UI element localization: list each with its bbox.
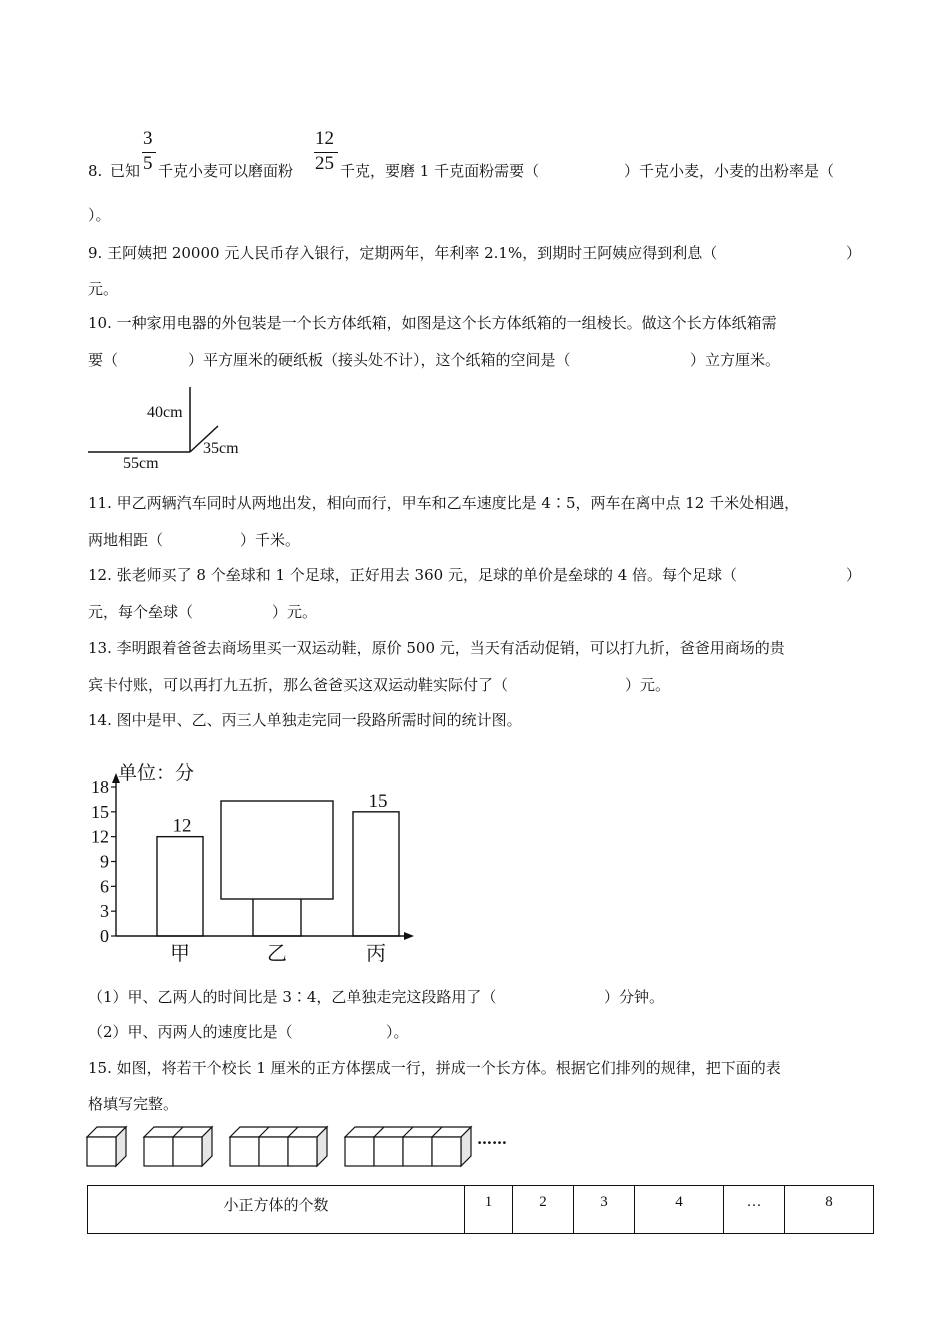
table-cell: 1 (465, 1186, 513, 1234)
cube-front-face (432, 1137, 461, 1166)
cube-front-face (403, 1137, 432, 1166)
q9-close-paren: ） (846, 244, 862, 262)
cube-front-face (288, 1137, 317, 1166)
obscuring-box (221, 801, 333, 899)
q14-bar-chart (80, 755, 425, 970)
y-tick-label: 0 (100, 926, 109, 946)
table-cell: 4 (635, 1186, 724, 1234)
y-tick-label: 9 (100, 851, 109, 872)
q8-text-mid2: 千克，要磨 1 千克面粉需要（ (340, 162, 540, 180)
cube-front-face (144, 1137, 173, 1166)
cube-front-face (173, 1137, 202, 1166)
table-cell: 3 (574, 1186, 635, 1234)
q14-sub1b: ）分钟。 (604, 988, 665, 1006)
q8-number: 8. (88, 162, 103, 180)
x-category-label: 丙 (366, 943, 386, 965)
y-tick-label: 18 (91, 777, 109, 797)
q15-line2: 格填写完整。 (88, 1095, 179, 1113)
q10-line2a: 要（ (88, 351, 119, 369)
cube-front-face (230, 1137, 259, 1166)
q9-line1: 9. 王阿姨把 20000 元人民币存入银行，定期两年，年利率 2.1%，到期时王阿姨应得到利息（ (88, 244, 718, 262)
q8-text-mid3: ）千克小麦，小麦的出粉率是（ (624, 162, 835, 180)
q8-frac1-denominator: 5 (143, 153, 153, 174)
y-tick-label: 6 (100, 876, 109, 897)
q14-sub1a: （1）甲、乙两人的时间比是 3∶4，乙单独走完这段路用了（ (88, 988, 497, 1006)
q13-line2a: 宾卡付账，可以再打九五折，那么爸爸买这双运动鞋实际付了（ (88, 676, 509, 694)
q10-line1: 10. 一种家用电器的外包装是一个长方体纸箱，如图是这个长方体纸箱的一组棱长。做这个长方体纸箱需 (88, 314, 777, 332)
table-header-cell: 小正方体的个数 (88, 1186, 465, 1234)
q10-line2b: ）平方厘米的硬纸板（接头处不计），这个纸箱的空间是（ (188, 351, 571, 369)
table-cell: … (724, 1186, 785, 1234)
q13-line2b: ）元。 (625, 676, 671, 694)
y-tick-label: 3 (100, 901, 109, 922)
q15-ellipsis: …… (477, 1130, 507, 1148)
q8-text-pre: 已知 (110, 162, 141, 180)
q14-sub2b: ）。 (386, 1023, 409, 1041)
q15-cube-rows-figure (85, 1125, 505, 1170)
x-category-label: 甲 (170, 943, 190, 965)
q12-line2a: 元，每个垒球（ (88, 603, 194, 621)
q14-sub2a: （2）甲、丙两人的速度比是（ (88, 1023, 293, 1041)
table-cell: 8 (785, 1186, 874, 1234)
q11-line2b: ）千米。 (240, 531, 301, 549)
q8-frac1-numerator: 3 (143, 128, 153, 149)
q8-frac2-numerator: 12 (315, 128, 334, 149)
bar-data-label: 12 (172, 815, 192, 837)
q10-height-label: 40cm (147, 404, 183, 421)
q15-table (87, 1185, 874, 1234)
cube-front-face (87, 1137, 116, 1166)
chart-title: 单位：分 (118, 763, 195, 784)
q9-line2: 元。 (88, 280, 119, 298)
q8-frac2-denominator: 25 (315, 153, 334, 174)
cube-front-face (374, 1137, 403, 1166)
y-tick-label: 12 (91, 826, 109, 847)
q13-line1: 13. 李明跟着爸爸去商场里买一双运动鞋，原价 500 元，当天有活动促销，可以打九折，爸爸用商场的贵 (88, 639, 785, 657)
q10-box-edges-figure (85, 385, 265, 475)
cube-front-face (259, 1137, 288, 1166)
q8-text-mid1: 千克小麦可以磨面粉 (158, 162, 294, 180)
y-tick-label: 15 (91, 801, 109, 822)
bar-data-label: 15 (368, 790, 388, 812)
bar (157, 837, 203, 936)
q10-line2c: ）立方厘米。 (690, 351, 781, 369)
cube-front-face (345, 1137, 374, 1166)
q12-line2b: ）元。 (272, 603, 318, 621)
q12-line1b: ） (846, 566, 862, 584)
bar (353, 812, 399, 936)
q10-depth-label: 35cm (203, 440, 239, 457)
x-axis-arrow (404, 932, 414, 940)
cube-top-face (230, 1127, 327, 1137)
q8-text-tail: ）。 (88, 206, 111, 224)
table-row (88, 1186, 874, 1234)
q12-line1a: 12. 张老师买了 8 个垒球和 1 个足球，正好用去 360 元，足球的单价是垒球的 4 倍。每个足球（ (88, 566, 738, 584)
q11-line2a: 两地相距（ (88, 531, 164, 549)
q14-line1: 14. 图中是甲、乙、丙三人单独走完同一段路所需时间的统计图。 (88, 711, 522, 729)
x-category-label: 乙 (267, 943, 287, 965)
q10-length-label: 55cm (123, 455, 159, 472)
q11-line1: 11. 甲乙两辆汽车同时从两地出发，相向而行，甲车和乙车速度比是 4∶5，两车在离中点 12 千米处相遇， (88, 494, 800, 512)
q15-line1: 15. 如图，将若干个校长 1 厘米的正方体摆成一行，拼成一个长方体。根据它们排列的规律，把下面的表 (88, 1059, 781, 1077)
table-cell: 2 (513, 1186, 574, 1234)
